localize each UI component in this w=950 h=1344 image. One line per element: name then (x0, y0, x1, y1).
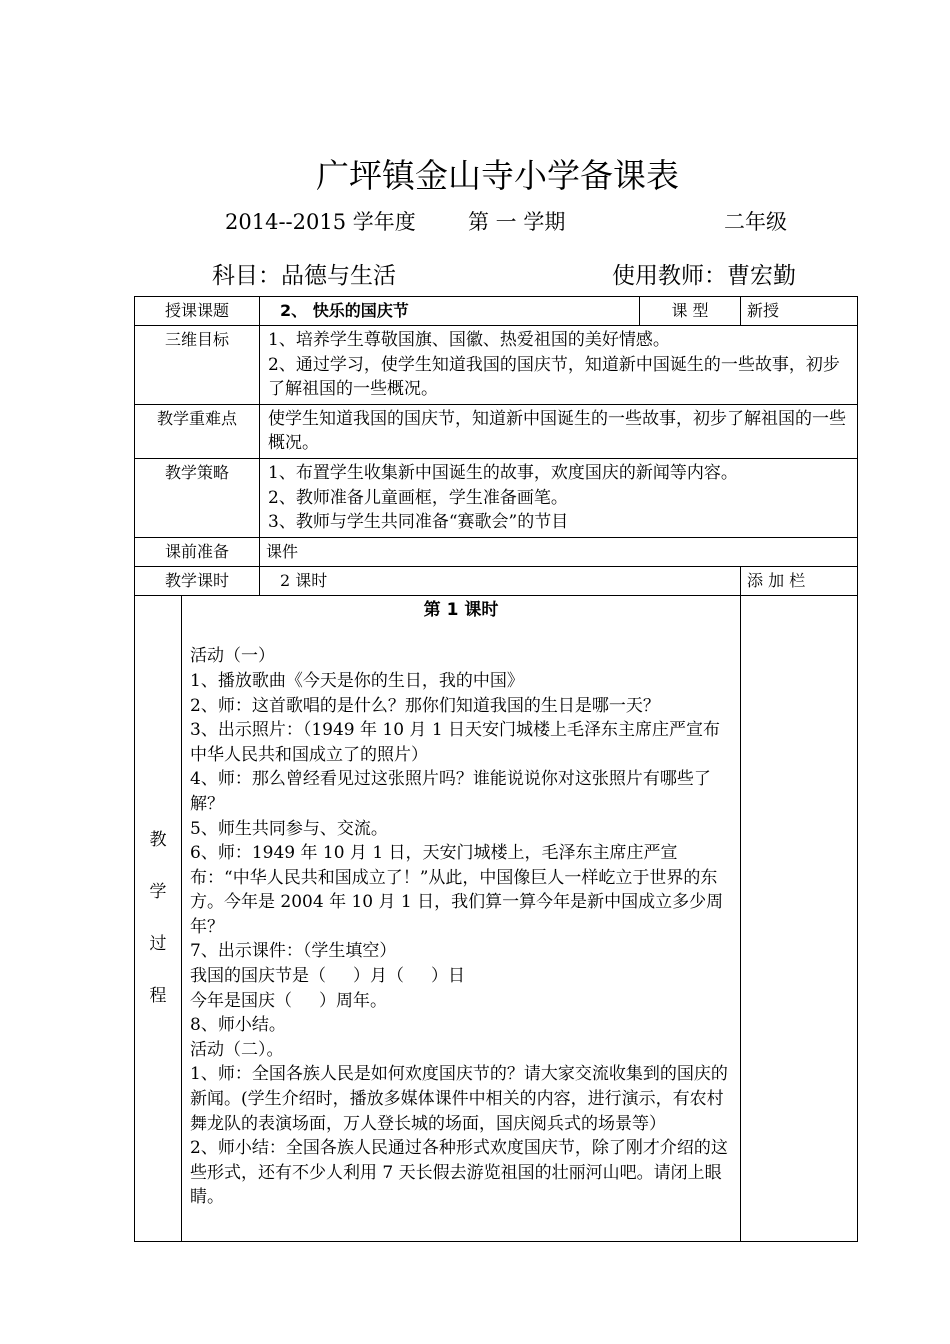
school-year: 2014--2015 学年度 (225, 210, 416, 234)
lesson-plan-table (134, 296, 858, 1242)
strategy-item: 2、教师准备儿童画框，学生准备画笔。 (268, 487, 568, 508)
key-points-label: 教学重难点 (135, 404, 260, 458)
type-label: 课 型 (640, 297, 741, 326)
prep-label: 课前准备 (135, 537, 260, 566)
process-line: 我国的国庆节是（ ）月（ ）日 (190, 966, 466, 987)
process-line: 1、师：全国各族人民是如何欢度国庆节的？请大家交流收集到的国庆的新闻。(学生介绍时，播放多媒体课件中相关的内容，进行演示，有农村舞龙队的表演场面，万人登长城的场面，国庆阅兵式的场景等） (190, 1064, 728, 1134)
goals-label: 三维目标 (135, 326, 260, 405)
strategy-item: 3、教师与学生共同准备“赛歌会”的节目 (268, 512, 569, 533)
prep-value: 课件 (260, 537, 858, 566)
strategy-item: 1、布置学生收集新中国诞生的故事，欢度国庆的新闻等内容。 (268, 462, 738, 483)
hours-value: 2 课时 (260, 566, 741, 595)
process-line: 1、播放歌曲《今天是你的生日，我的中国》 (190, 670, 524, 691)
strategy-label: 教学策略 (135, 458, 260, 537)
session-title: 第 1 课时 (423, 599, 499, 620)
hours-label: 教学课时 (135, 566, 260, 595)
process-line: 6、师：1949 年 10 月 1 日，天安门城楼上，毛泽东主席庄严宣布：“中华人民共和国成立了！”从此，中国像巨人一样屹立于世界的东方。今年是 2004 年 10 月 1 日，我们算一算今年是新中国成立多少周年？ (190, 843, 724, 937)
process-line: 2、师：这首歌唱的是什么？那你们知道我国的生日是哪一天？ (190, 695, 660, 716)
process-line: 5、师生共同参与、交流。 (190, 818, 388, 839)
type-value: 新授 (741, 297, 858, 326)
teacher: 使用教师：曹宏勤 (612, 263, 796, 289)
topic-value: 2、 快乐的国庆节 (260, 297, 640, 326)
addon-column (741, 595, 858, 1241)
process-label: 教 学 过 程 (135, 595, 182, 1241)
process-line: 4、师：那么曾经看见过这张照片吗？谁能说说你对这张照片有哪些了解？ (190, 769, 711, 814)
addon-label: 添 加 栏 (741, 566, 858, 595)
page-title: 广坪镇金山寺小学备课表 (316, 156, 679, 195)
process-line: 3、出示照片：（1949 年 10 月 1 日天安门城楼上毛泽东主席庄严宣布中华人民共和国成立了的照片） (190, 720, 721, 765)
process-line: 活动（二）。 (190, 1039, 284, 1060)
strategy-content (260, 458, 858, 537)
process-line: 8、师小结。 (190, 1015, 286, 1036)
process-line: 7、出示课件：（学生填空） (190, 941, 397, 962)
subject: 科目：品德与生活 (212, 263, 396, 289)
process-line: 2、师小结：全国各族人民通过各种形式欢度国庆节，除了刚才介绍的这些形式，还有不少人利用 7 天长假去游览祖国的壮丽河山吧。请闭上眼睛。 (190, 1138, 728, 1208)
grade: 二年级 (724, 210, 787, 234)
goals-content (260, 326, 858, 405)
key-points-value: 使学生知道我国的国庆节，知道新中国诞生的一些故事，初步了解祖国的一些概况。 (260, 404, 858, 458)
process-content (182, 595, 741, 1241)
process-line: 今年是国庆（ ）周年。 (190, 990, 388, 1011)
goal-item: 1、培养学生尊敬国旗、国徽、热爱祖国的美好情感。 (268, 330, 670, 350)
goal-item: 2、通过学习，使学生知道我国的国庆节，知道新中国诞生的一些故事，初步了解祖国的一些概况。 (268, 354, 840, 400)
process-line: 活动（一） (190, 646, 275, 667)
topic-label: 授课课题 (135, 297, 260, 326)
semester: 第 一 学期 (468, 210, 566, 234)
